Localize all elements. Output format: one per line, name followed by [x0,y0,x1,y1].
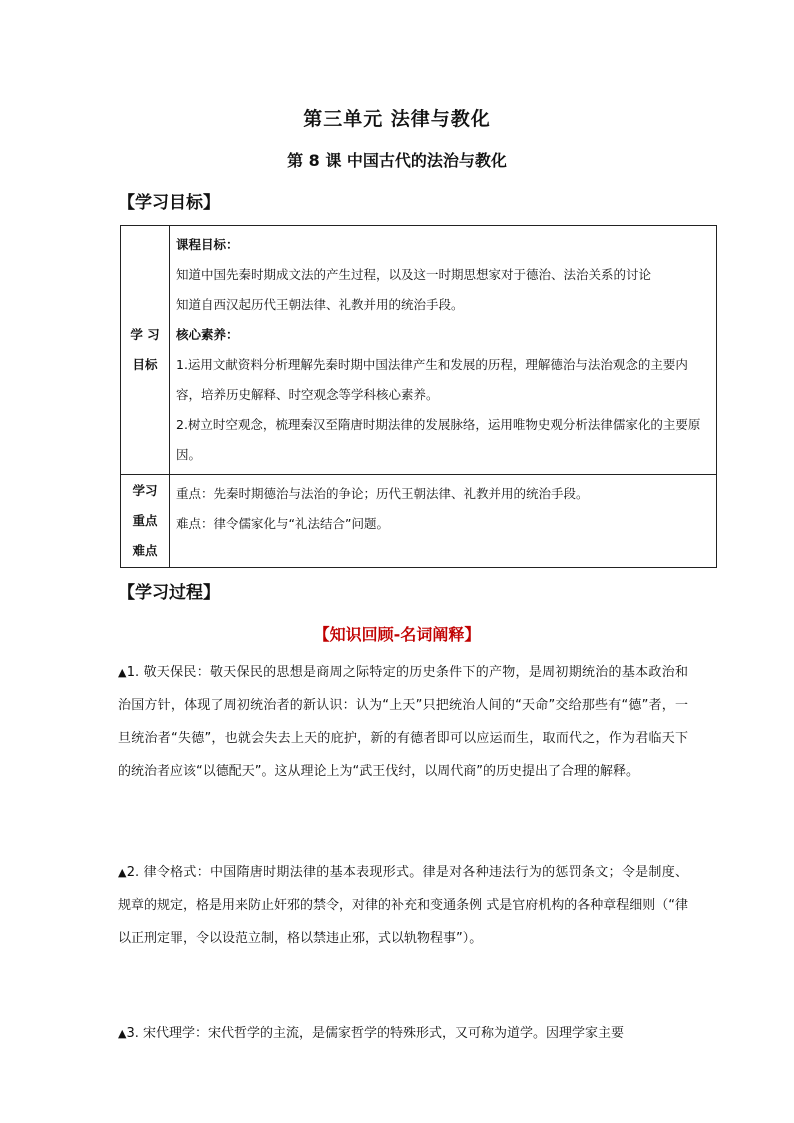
keypoints-label-line: 难点 [132,543,158,558]
triangle-marker-icon: ▲ [118,866,127,879]
core-literacy-heading: 核心素养： [176,327,239,342]
term-entry-text: 2. 律令格式：中国隋唐时期法律的基本表现形式。律是对各种违法行为的惩罚条文；令是制度、规章的规定，格是用来防止奸邪的禁令，对律的补充和变通条例 式是官府机构的各种章程细则（“律以正刑定罪，令以设范立制，格以禁违止邪，式以轨物程事”）。 [118,865,688,946]
learning-process-heading: 【学习过程】 [118,583,220,603]
course-goal-item: 知道自西汉起历代王朝法律、礼教并用的统治手段。 [176,297,464,312]
keypoints-label-line: 学习 [132,483,158,498]
triangle-marker-icon: ▲ [118,666,127,679]
goals-label-line: 目标 [132,357,158,372]
goals-label-cell [121,226,170,475]
keypoints-label-line: 重点 [132,513,158,528]
term-entry-text: 1. 敬天保民：敬天保民的思想是商周之际特定的历史条件下的产物，是周初期统治的基本政治和治国方针，体现了周初统治者的新认识：认为“上天”只把统治人间的“天命”交给那些有“德”者，一旦统治者“失德”，也就会失去上天的庇护，新的有德者即可以应运而生，取而代之，作为君临天下的统治者应该“以德配天”。这从理论上为“武王伐纣，以周代商”的历史提出了合理的解释。 [118,665,688,779]
triangle-marker-icon: ▲ [118,1027,127,1040]
lesson-title: 第 8 课 中国古代的法治与教化 [287,151,507,170]
key-point: 重点：先秦时期德治与法治的争论；历代王朝法律、礼教并用的统治手段。 [176,486,589,501]
term-entry [118,656,688,788]
core-literacy-item: 1.运用文献资料分析理解先秦时期中国法律产生和发展的历程，理解德治与法治观念的主要内容，培养历史解释、时空观念等学科核心素养。 [176,357,688,402]
learning-goals-heading: 【学习目标】 [118,193,220,213]
goals-label-line: 学 习 [130,327,160,342]
knowledge-review-heading: 【知识回顾-名词阐释】 [313,625,481,644]
unit-title: 第三单元 法律与教化 [303,108,491,130]
difficult-point: 难点：律令儒家化与“礼法结合”问题。 [176,516,389,531]
goals-content-cell [170,226,717,475]
keypoints-row [121,475,717,568]
course-goals-heading: 课程目标： [176,237,239,252]
keypoints-label-cell [121,475,170,568]
keypoints-content-cell [170,475,717,568]
course-goal-item: 知道中国先秦时期成文法的产生过程，以及这一时期思想家对于德治、法治关系的讨论 [176,267,652,282]
goals-row [121,226,717,475]
core-literacy-item: 2.树立时空观念，梳理秦汉至隋唐时期法律的发展脉络，运用唯物史观分析法律儒家化的主要原因。 [176,417,701,462]
term-entry-text: 3. 宋代理学：宋代哲学的主流，是儒家哲学的特殊形式，又可称为道学。因理学家主要 [126,1026,625,1041]
learning-goals-table [120,225,717,568]
term-entry [118,1017,688,1050]
term-entry [118,856,688,955]
